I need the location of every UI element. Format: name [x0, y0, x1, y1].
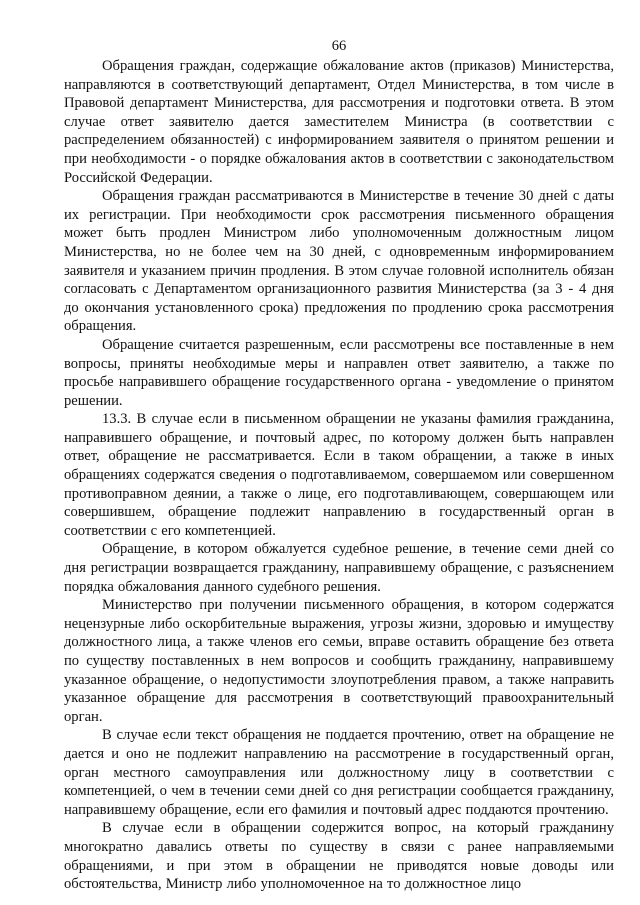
paragraph-4: 13.3. В случае если в письменном обращении не указаны фамилия гражданина, направившего обращение, и почтовый адрес, по которому должен быть направлен ответ, обращение не рассматривается. Если в таком обращении, а также в иных обращениях содержатся сведения о подготавливаемом, совершаемом или совершенном противоправном деянии, а также о лице, его подготавливающем, совершающем или совершившем, обращение подлежит направлению в государственный орган в соответствии с его компетенцией.: [64, 411, 614, 539]
paragraph-1: Обращения граждан, содержащие обжалование актов (приказов) Министерства, направляются в соответствующий департамент, Отдел Министерства, в том числе в Правовой департамент Министерства, для рассмотрения и подготовки ответа. В этом случае ответ заявителю дается заместителем Министра (в соответствии с распределением обязанностей) с информированием заявителя о принятом решении и при необходимости - о порядке обжалования актов в соответствии с законодательством Российской Федерации.: [64, 58, 614, 186]
paragraph-8: В случае если в обращении содержится вопрос, на который гражданину многократно давались ответы по существу в связи с ранее направляемыми обращениями, и при этом в обращении не приводятся новые доводы или обстоятельства, Министр либо уполномоченное на то должностное лицо: [64, 820, 614, 893]
paragraph-6: Министерство при получении письменного обращения, в котором содержатся нецензурные либо оскорбительные выражения, угрозы жизни, здоровью и имуществу должностного лица, а также членов его семьи, вправе оставить обращение без ответа по существу поставленных в нем вопросов и сообщить гражданину, направившему указанное обращение, о недопустимости злоупотребления правом, а также направить указанное обращение для рассмотрения в соответствующий правоохранительный орган.: [64, 597, 614, 725]
document-body: [64, 57, 614, 894]
page-number: 66: [331, 38, 347, 54]
paragraph-2: Обращения граждан рассматриваются в Министерстве в течение 30 дней с даты их регистрации. При необходимости срок рассмотрения письменного обращения может быть продлен Министром либо уполномоченным должностным лицом Министерства, но не более чем на 30 дней, с одновременным информированием заявителя и указанием причин продления. В этом случае головной исполнитель обязан согласовать с Департаментом организационного развития Министерства (за 3 - 4 дня до окончания установленного срока) предложения по продлению срока рассмотрения обращения.: [64, 188, 614, 335]
paragraph-7: В случае если текст обращения не поддается прочтению, ответ на обращение не дается и оно не подлежит направлению на рассмотрение в государственный орган, орган местного самоуправления или должностному лицу в соответствии с компетенцией, о чем в течении семи дней со дня регистрации сообщается гражданину, направившему обращение, если его фамилия и почтовый адрес поддаются прочтению.: [64, 727, 614, 818]
paragraph-5: Обращение, в котором обжалуется судебное решение, в течение семи дней со дня регистрации возвращается гражданину, направившему обращение, с разъяснением порядка обжалования данного судебного решения.: [64, 541, 614, 595]
paragraph-3: Обращение считается разрешенным, если рассмотрены все поставленные в нем вопросы, приняты необходимые меры и направлен ответ заявителю, а также по просьбе направившего обращение государственного органа - уведомление о принятом решении.: [64, 336, 614, 409]
